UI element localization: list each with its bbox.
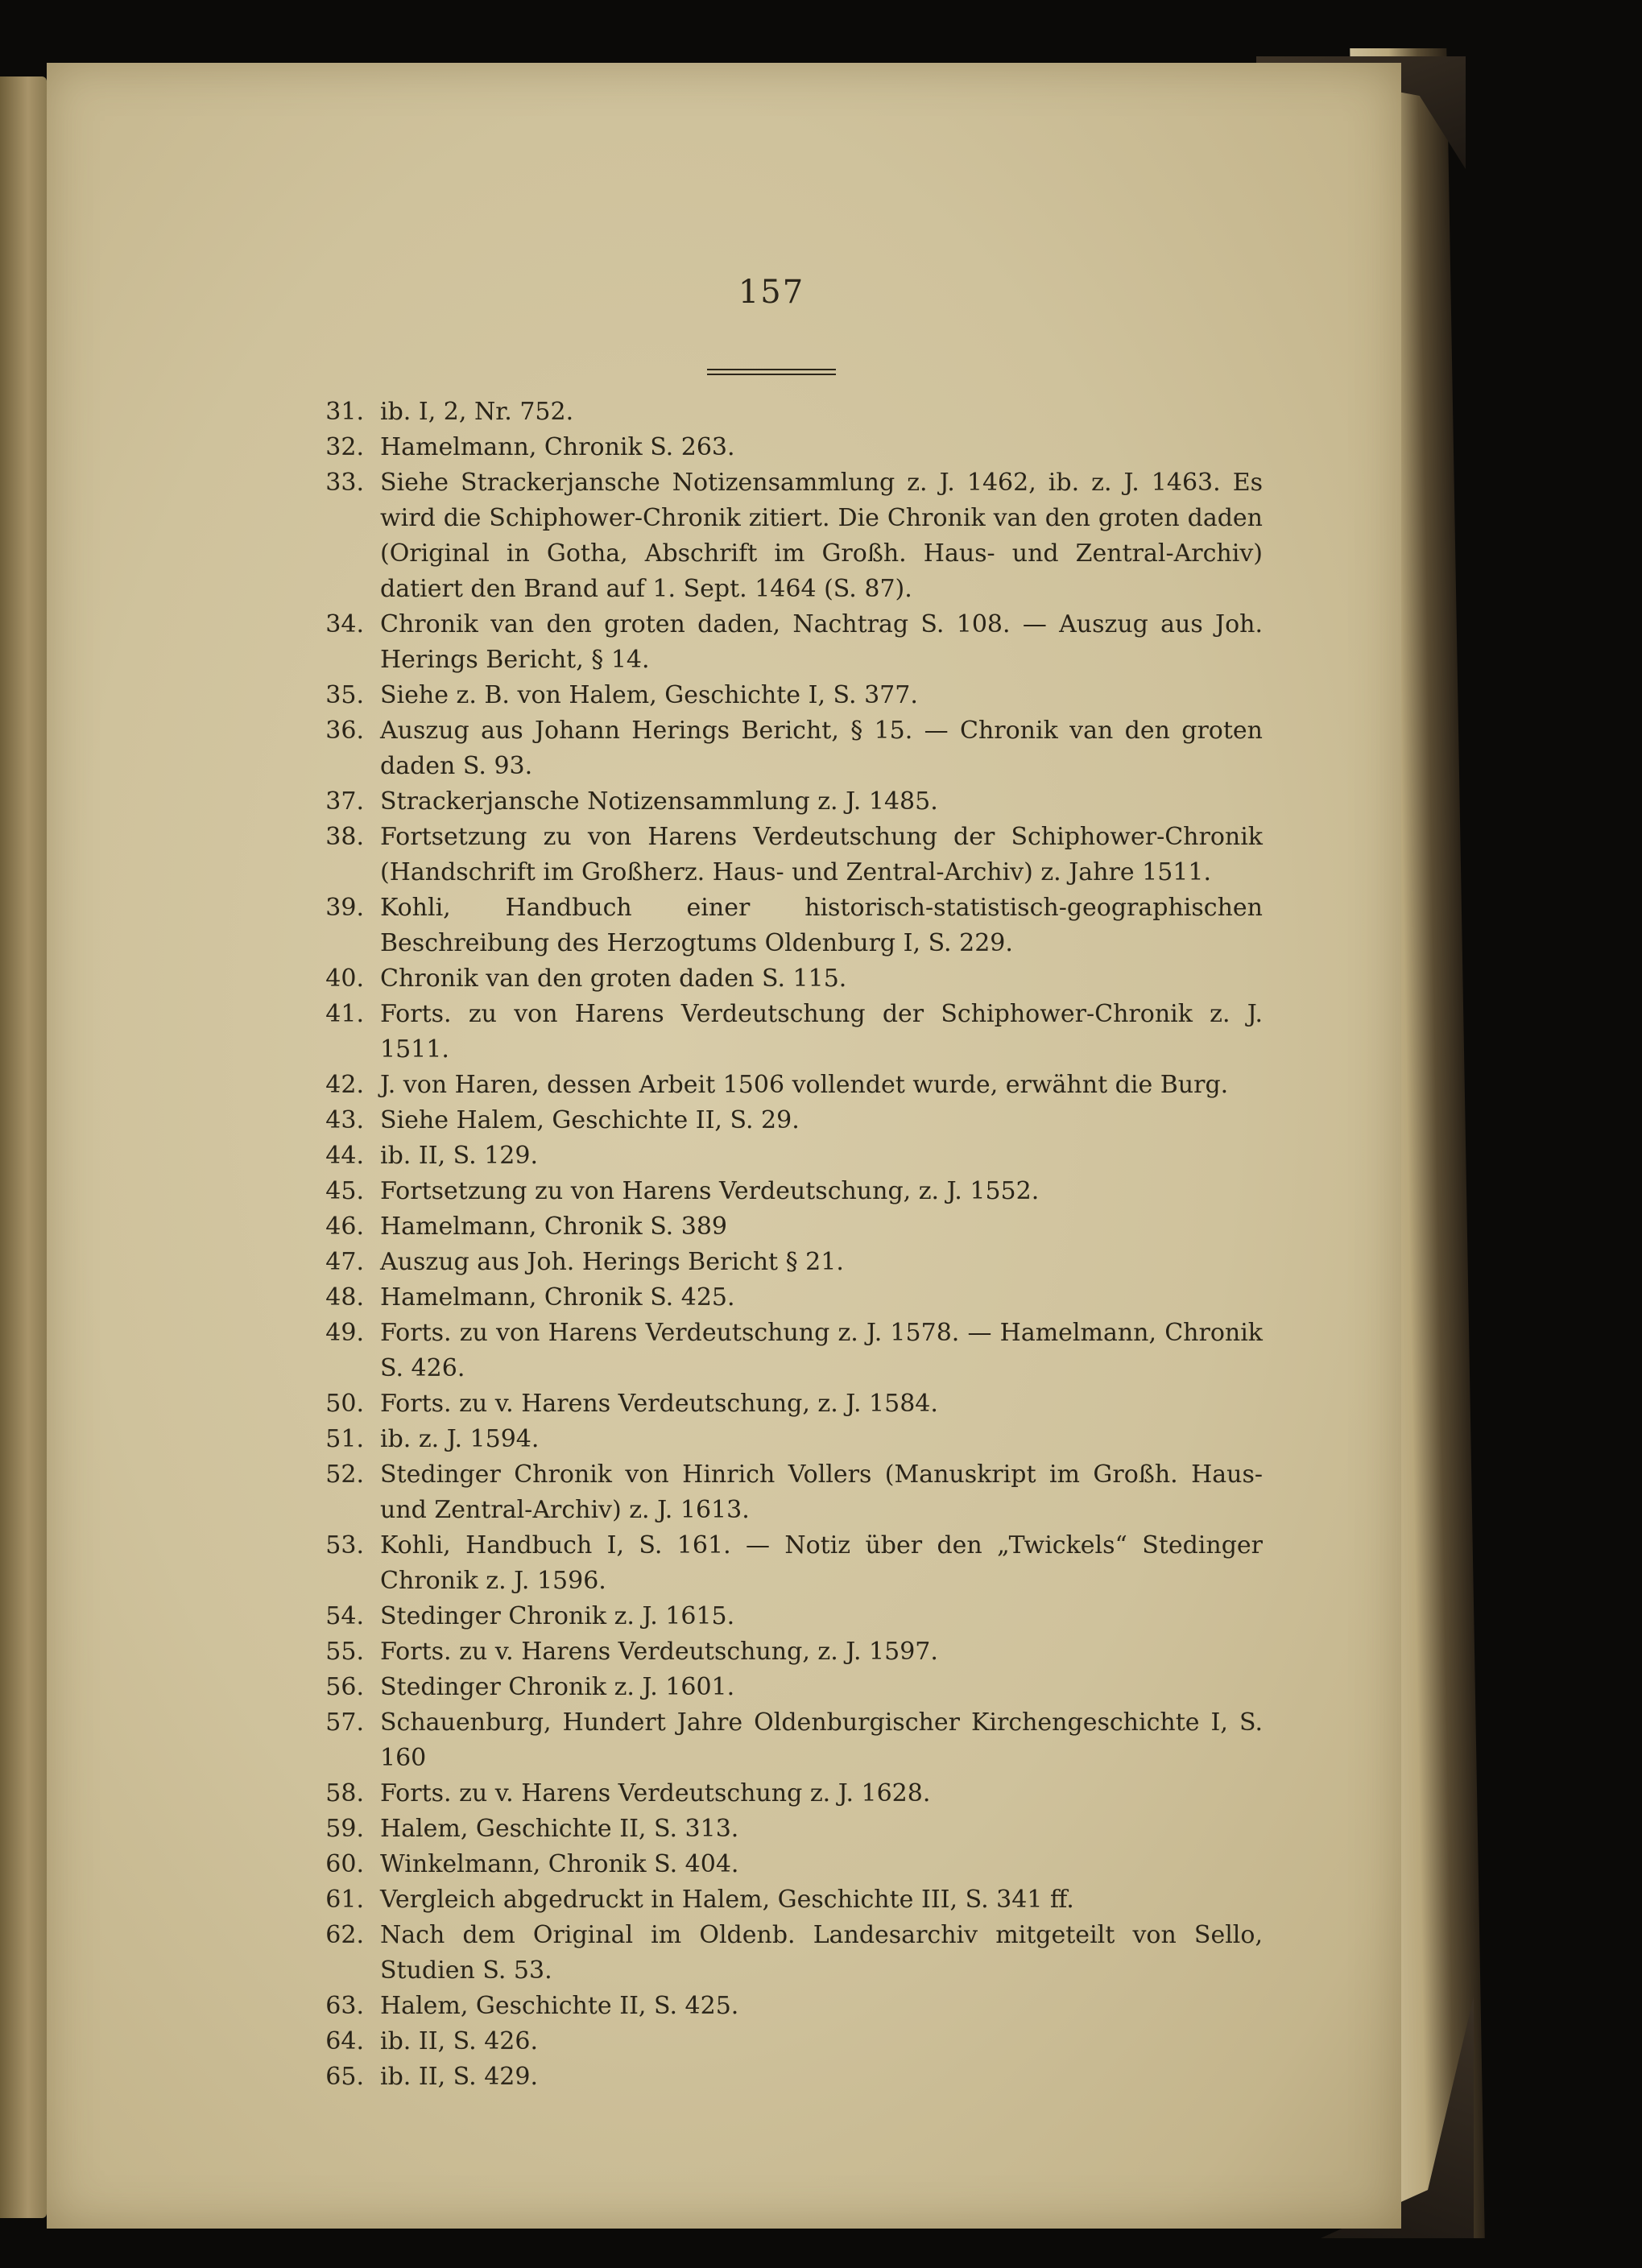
endnote-number: 40. (325, 965, 364, 993)
page-number-rule (707, 369, 836, 375)
endnote-number: 38. (325, 823, 364, 851)
endnote-number: 50. (325, 1390, 364, 1418)
endnote-text: Vergleich abgedruckt in Halem, Geschichte III, S. 341 ff. (380, 1886, 1074, 1914)
endnote (304, 1670, 1263, 1705)
endnote (304, 1422, 1263, 1457)
endnote-number: 46. (325, 1212, 364, 1241)
endnote-text: Strackerjansche Notizensammlung z. J. 1485. (380, 787, 938, 816)
endnote (304, 1280, 1263, 1316)
endnote-number: 42. (325, 1071, 364, 1099)
endnote-text: Stedinger Chronik z. J. 1601. (380, 1673, 735, 1701)
endnote-text: Hamelmann, Chronik S. 389 (380, 1212, 728, 1241)
endnote (304, 1918, 1263, 1989)
endnote (304, 1599, 1263, 1634)
endnote-number: 65. (325, 2063, 364, 2091)
endnote-text: Fortsetzung zu von Harens Verdeutschung, z. J. 1552. (380, 1177, 1040, 1205)
endnote-text: Fortsetzung zu von Harens Verdeutschung der Schiphower-Chronik (Handschrift im Großherz. Haus- und Zentral-Archiv) z. Jahre 1511. (380, 823, 1263, 886)
endnote-text: Forts. zu von Harens Verdeutschung z. J. 1578. — Hamelmann, Chronik S. 426. (380, 1319, 1263, 1382)
endnote-number: 41. (325, 1000, 364, 1028)
endnote (304, 1634, 1263, 1670)
endnote-number: 35. (325, 681, 364, 709)
endnote-text: Chronik van den groten daden, Nachtrag S. 108. — Auszug aus Joh. Herings Bericht, § 14. (380, 610, 1263, 674)
endnote (304, 465, 1263, 607)
endnote-text: Stedinger Chronik von Hinrich Vollers (Manuskript im Großh. Haus- und Zentral-Archiv) z. J. 1613. (380, 1460, 1263, 1524)
endnote-number: 64. (325, 2027, 364, 2055)
endnote-text: ib. II, S. 129. (380, 1142, 538, 1170)
endnote (304, 1705, 1263, 1776)
endnote-text: Kohli, Handbuch einer historisch-statistisch-geographischen Beschreibung des Herzogtums Oldenburg I, S. 229. (380, 894, 1263, 957)
endnote-text: Schauenburg, Hundert Jahre Oldenburgischer Kirchengeschichte I, S. 160 (380, 1708, 1263, 1772)
endnote-text: Halem, Geschichte II, S. 313. (380, 1815, 739, 1843)
endnote (304, 1882, 1263, 1918)
endnote-text: Stedinger Chronik z. J. 1615. (380, 1602, 735, 1630)
endnote (304, 2024, 1263, 2059)
endnote-text: J. von Haren, dessen Arbeit 1506 vollendet wurde, erwähnt die Burg. (380, 1071, 1229, 1099)
endnote-number: 60. (325, 1850, 364, 1878)
endnote (304, 678, 1263, 713)
endnote-text: Forts. zu v. Harens Verdeutschung z. J. 1628. (380, 1779, 931, 1807)
endnote (304, 1068, 1263, 1103)
endnote-number: 59. (325, 1815, 364, 1843)
endnote-number: 34. (325, 610, 364, 638)
endnote-text: Winkelmann, Chronik S. 404. (380, 1850, 739, 1878)
endnote-text: ib. II, S. 429. (380, 2063, 538, 2091)
endnote-number: 48. (325, 1283, 364, 1312)
endnote-number: 43. (325, 1106, 364, 1134)
endnote (304, 1812, 1263, 1847)
endnote-text: Auszug aus Johann Herings Bericht, § 15. — Chronik van den groten daden S. 93. (380, 717, 1263, 780)
endnote-number: 44. (325, 1142, 364, 1170)
endnote (304, 961, 1263, 997)
endnote (304, 430, 1263, 465)
endnote (304, 1528, 1263, 1599)
endnote-text: Siehe Strackerjansche Notizensammlung z. J. 1462, ib. z. J. 1463. Es wird die Schiphower-Chronik zitiert. Die Chronik van den groten daden (Original in Gotha, Abschrift im Großh. Haus- und Zentral-Archiv) datiert den Brand auf 1. Sept. 1464 (S. 87). (380, 469, 1263, 603)
endnote-number: 62. (325, 1921, 364, 1949)
endnote-text: Hamelmann, Chronik S. 263. (380, 433, 735, 461)
endnote-number: 36. (325, 717, 364, 745)
book-page (47, 63, 1401, 2229)
endnote-number: 32. (325, 433, 364, 461)
endnote-number: 57. (325, 1708, 364, 1737)
endnote-text: Kohli, Handbuch I, S. 161. — Notiz über den „Twickels“ Stedinger Chronik z. J. 1596. (380, 1531, 1263, 1595)
endnote-text: Siehe Halem, Geschichte II, S. 29. (380, 1106, 800, 1134)
endnote-number: 58. (325, 1779, 364, 1807)
endnote-number: 45. (325, 1177, 364, 1205)
endnote (304, 1457, 1263, 1528)
endnote-text: ib. II, S. 426. (380, 2027, 538, 2055)
endnote-number: 52. (325, 1460, 364, 1489)
endnote (304, 1386, 1263, 1422)
endnote-number: 47. (325, 1248, 364, 1276)
endnote-number: 56. (325, 1673, 364, 1701)
endnotes-list (304, 395, 1263, 2095)
endnote (304, 1316, 1263, 1386)
endnote (304, 1847, 1263, 1882)
endnote-text: Nach dem Original im Oldenb. Landesarchiv mitgeteilt von Sello, Studien S. 53. (380, 1921, 1263, 1985)
endnote-number: 31. (325, 398, 364, 426)
endnote-number: 55. (325, 1638, 364, 1666)
endnote (304, 1174, 1263, 1209)
endnote (304, 607, 1263, 678)
endnote (304, 784, 1263, 820)
endnote-number: 33. (325, 469, 364, 497)
endnote-number: 37. (325, 787, 364, 816)
endnote-text: Forts. zu v. Harens Verdeutschung, z. J. 1597. (380, 1638, 938, 1666)
endnote-text: Forts. zu von Harens Verdeutschung der Schiphower-Chronik z. J. 1511. (380, 1000, 1263, 1064)
endnote-text: Chronik van den groten daden S. 115. (380, 965, 847, 993)
endnote (304, 2059, 1263, 2095)
endnote (304, 1209, 1263, 1245)
endnote-text: Hamelmann, Chronik S. 425. (380, 1283, 735, 1312)
endnote-text: Halem, Geschichte II, S. 425. (380, 1992, 739, 2020)
facing-page-edge (0, 76, 47, 2218)
page-number: 157 (738, 274, 805, 311)
endnote (304, 1776, 1263, 1812)
endnote (304, 820, 1263, 890)
endnote (304, 890, 1263, 961)
endnote-text: ib. z. J. 1594. (380, 1425, 540, 1453)
endnote-number: 49. (325, 1319, 364, 1347)
endnote (304, 395, 1263, 430)
endnote (304, 997, 1263, 1068)
endnote (304, 1245, 1263, 1280)
endnote-text: Forts. zu v. Harens Verdeutschung, z. J. 1584. (380, 1390, 938, 1418)
endnote (304, 1989, 1263, 2024)
endnote-number: 53. (325, 1531, 364, 1560)
endnote-text: Siehe z. B. von Halem, Geschichte I, S. 377. (380, 681, 918, 709)
endnote-number: 39. (325, 894, 364, 922)
endnote-number: 63. (325, 1992, 364, 2020)
endnote-text: ib. I, 2, Nr. 752. (380, 398, 574, 426)
endnote-number: 61. (325, 1886, 364, 1914)
endnote-text: Auszug aus Joh. Herings Bericht § 21. (380, 1248, 844, 1276)
endnote (304, 1103, 1263, 1138)
endnote-number: 51. (325, 1425, 364, 1453)
endnote-number: 54. (325, 1602, 364, 1630)
endnote (304, 1138, 1263, 1174)
endnote (304, 713, 1263, 784)
